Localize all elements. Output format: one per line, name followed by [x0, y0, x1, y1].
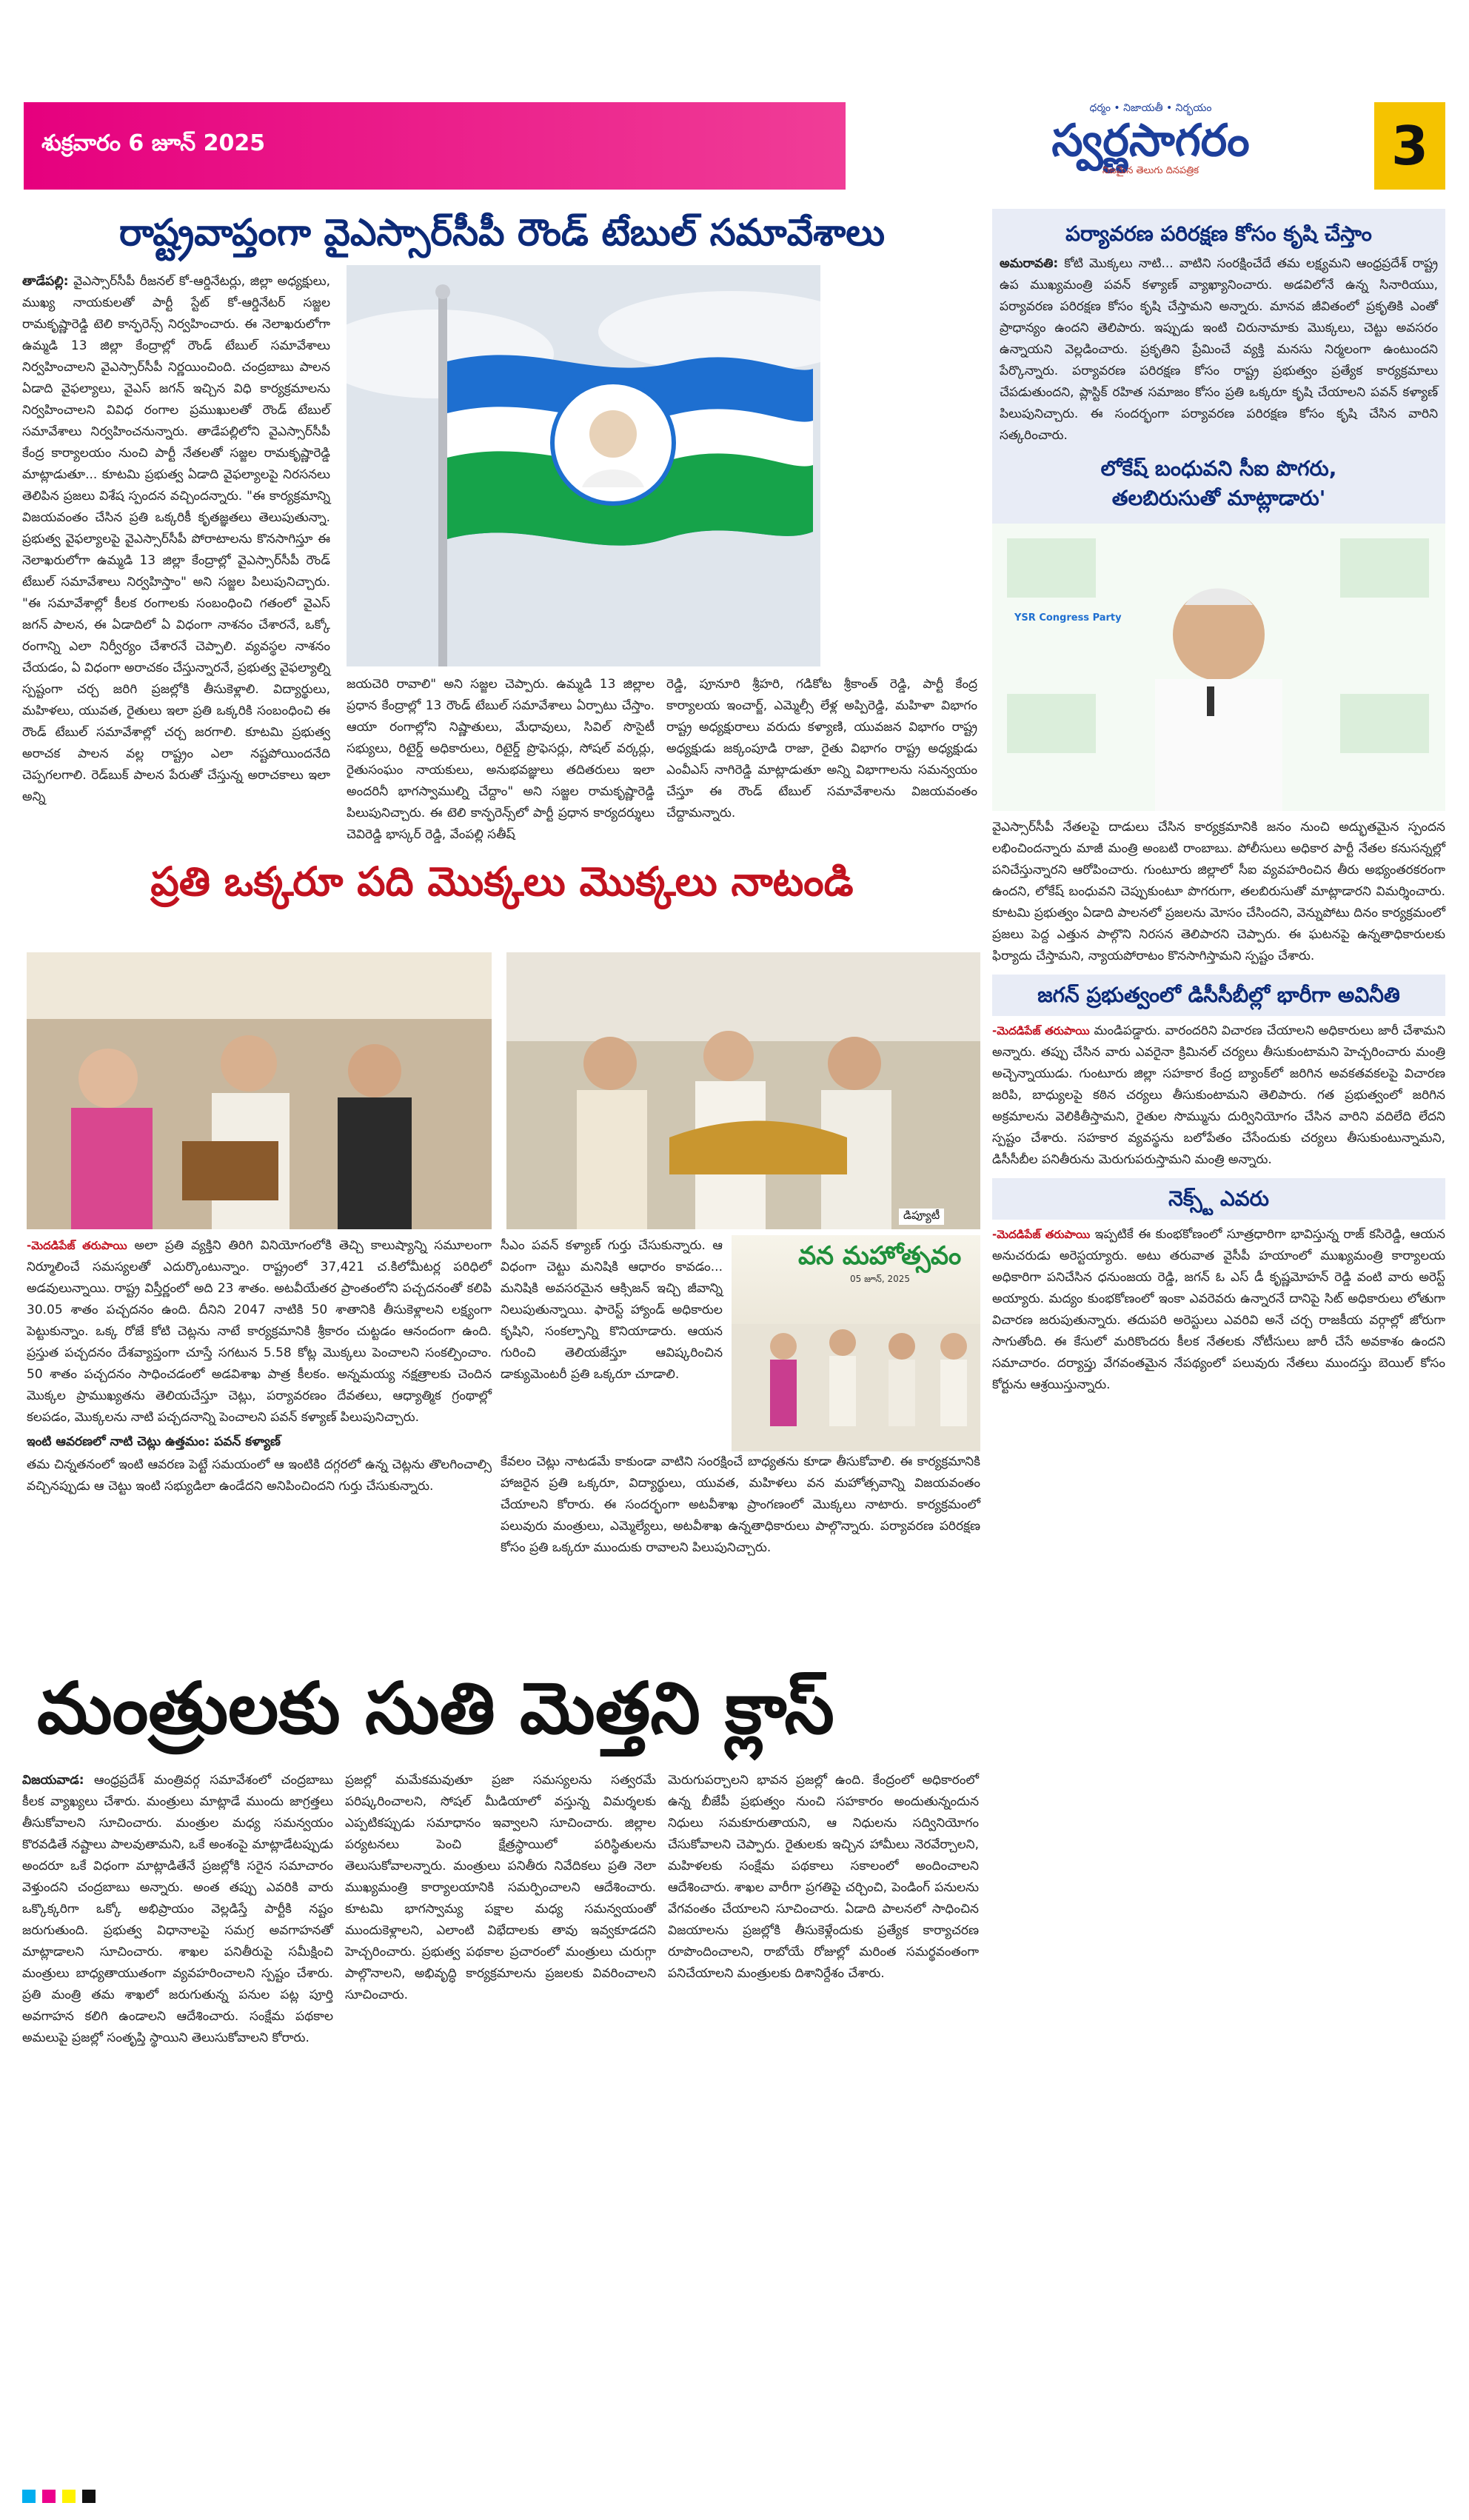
right-story1: [992, 209, 1445, 524]
paper-logo: [966, 102, 1336, 190]
story3-col3: మెరుగుపర్చాలని భావన ప్రజల్లో ఉంది. కేంద్రంలో అధికారంలో ఉన్న బీజేపీ ప్రభుత్వం నుంచి సహకారం అందుతున్నందున నిధులు సమకూరుతాయని, ఆ నిధులను సద్వినియోగం చేసుకోవాలని చెప్పారు. రైతులకు ఇచ్చిన హామీలు నెరవేర్చాలని, మహిళలకు సంక్షేమ పథకాలు సకాలంలో అందించాలని ఆదేశించారు. శాఖల వారీగా ప్రగతిపై చర్చించి, పెండింగ్ పనులను వేగవంతం చేయాలని సూచించారు. ఏడాది పాలనలో సాధించిన విజయాలను ప్రజల్లోకి తీసుకెళ్లేందుకు ప్రత్యేక కార్యాచరణ రూపొందించాలని, రాబోయే రోజుల్లో మరింత సమర్థవంతంగా పనిచేయాలని మంత్రులకు దిశానిర్దేశం చేశారు.: [668, 1773, 979, 1981]
right-story4-head: [992, 1178, 1445, 1220]
right-byline4: -మెదడిపేజ్ తరుపాయి: [992, 1228, 1091, 1241]
vana-photo-illustration: [732, 1235, 980, 1451]
right-byline3: -మెదడిపేజ్ తరుపాయి: [992, 1024, 1090, 1037]
story2-subhead: ఇంటి ఆవరణలో నాటి చెట్లు ఉత్తమం: పవన్ కళ్యాణ్: [27, 1434, 281, 1449]
photo-caption: డిప్యూటీ: [899, 1209, 944, 1225]
story2-col2: సీఎం పవన్ కళ్యాణ్ గుర్తు చేసుకున్నారు. ఆ విధంగా చెట్టు మనిషికి ఆధారం కావడం... మనిషికి అవసరమైన ఆక్సిజన్ ఇచ్చి జీవాన్ని నిలుపుతున్నాయి. ఫారెస్ట్ హ్యాండ్ అధికారుల కృషిని, సంకల్పాన్ని కొనియాడారు. ఆయన గురించి తెలియజేస్తూ ఆవిష్కరించిన డాక్యుమెంటరీ ప్రతి ఒక్కరూ చూడాలి.: [501, 1238, 723, 1382]
right-head3: జగన్ ప్రభుత్వంలో డిసీసీబీల్లో భారీగా అవినీతి: [1037, 983, 1400, 1007]
story2-headline: ప్రతి ఒక్కరూ పది మొక్కలు మొక్కలు నాటండి: [150, 858, 854, 905]
story1-col1: [22, 271, 330, 808]
right-dateline1: అమరావతి:: [1000, 256, 1059, 271]
right-story3-head: [992, 975, 1445, 1016]
story3-dateline: విజయవాడ:: [22, 1773, 84, 1788]
flag-illustration: [347, 265, 820, 666]
event-photo-right: [506, 952, 980, 1229]
banner-title: వన మహోత్సవం: [798, 1241, 962, 1271]
right-story3: [992, 1020, 1445, 1171]
right-text4: ఇప్పటికే ఈ కుంభకోణంలో సూత్రధారిగా భావిస్తున్న రాజ్ కసిరెడ్డి, ఆయన అనుచరుడు అరెస్టయ్యారు. అటు తరువాత వైసీపీ హయాంలో ముఖ్యమంత్రి కార్యాలయ అధికారిగా పనిచేసిన ధనుంజయ రెడ్డి, జగన్ ఓ ఎస్ డీ కృష్ణమోహన్ రెడ్డి వంటి వారు అరెస్ట్ అయ్యారు. మద్యం కుంభకోణంలో ఇంకా ఎవరెవరు ఉన్నారనే దానిపై సిట్ అధికారులు లోతుగా విచారణ జరుపుతున్నారు. తదుపరి అరెస్టులు ఎవరివి అనే చర్చ రాజకీయ వర్గాల్లో జోరుగా సాగుతోంది. ఈ కేసులో మరికొందరు కీలక నేతలకు నోటీసులు జారీ చేసే అవకాశం ఉందని సమాచారం. దర్యాప్తు వేగవంతమైన నేపథ్యంలో పలువురు నేతలు ముందస్తు బెయిల్ కోసం కోర్టును ఆశ్రయిస్తున్నారు.: [992, 1227, 1445, 1392]
right-head1: పర్యావరణ పరిరక్షణ కోసం కృషి చేస్తాం: [1065, 221, 1372, 246]
story2-col1: [27, 1235, 492, 1499]
paper-name: స్వర్ణసాగరం: [1051, 115, 1250, 167]
press-meet-illustration: [992, 524, 1445, 811]
vana-mahotsavam-photo: [732, 1235, 980, 1451]
story3-col1-text: ఆంధ్రప్రదేశ్ మంత్రివర్గ సమావేశంలో చంద్రబాబు కీలక వ్యాఖ్యలు చేశారు. మంత్రులు మాట్లాడే ముందు జాగ్రత్తలు తీసుకోవాలని సూచించారు. మంత్రుల మధ్య సమన్వయం కొరవడితే నష్టాలు పాలవుతామని, ఒకే అంశంపై మాట్లాడేటప్పుడు అందరూ ఒకే విధంగా మాట్లాడితేనే ప్రజల్లోకి సరైన సమాచారం వెళ్తుందని చంద్రబాబు అన్నారు. అంత తప్పు ఎవరికి వారు ఒక్కొక్కరిగా ఒక్కో అభిప్రాయం వెల్లడిస్తే పార్టీకి నష్టం జరుగుతుంది. ప్రభుత్వ విధానాలపై సమగ్ర అవగాహనతో మాట్లాడాలని సూచించారు. శాఖల పనితీరుపై సమీక్షించి మంత్రులు బాధ్యతాయుతంగా వ్యవహరించాలని స్పష్టం చేశారు. ప్రతి మంత్రి తమ శాఖలో జరుగుతున్న పనుల పట్ల పూర్తి అవగాహన కలిగి ఉండాలని ఆదేశించారు. సంక్షేమ పథకాల అమలుపై ప్రజల్లో సంతృప్తి స్థాయిని తెలుసుకోవాలని కోరారు.: [22, 1773, 334, 2045]
story1-col1-text: వైఎస్సార్‌సీపీ రీజనల్ కో-ఆర్డినేటర్లు, జిల్లా అధ్యక్షులు, ముఖ్య నాయకులతో పార్టీ స్టేట్ కో-ఆర్డినేటర్ సజ్జల రామకృష్ణారెడ్డి టెలి కాన్ఫరెన్స్ నిర్వహించారు. ఈ నెలాఖరులోగా ఉమ్మడి 13 జిల్లా కేంద్రాల్లో రౌండ్ టేబుల్ సమావేశాలు నిర్వహించాలని వైఎస్సార్‌సీపీ నిర్ణయించింది. చంద్రబాబు పాలన ఏడాది వైఫల్యాలు, వైఎస్ జగన్ ఇచ్చిన విధి కార్యక్రమాలను నిర్వహించాలని వివిధ రంగాల ప్రముఖులతో రౌండ్ టేబుల్ సమావేశాలు నిర్వహించనున్నారు. తాడేపల్లిలోని వైఎస్సార్‌సీపీ కేంద్ర కార్యాలయం నుంచి పార్టీ నేతలతో సజ్జల రామకృష్ణారెడ్డి మాట్లాడుతూ... కూటమి ప్రభుత్వ ఏడాది వైఫల్యాలపై నిరసనలు తెలిపిన ప్రజలు విశేష స్పందన వచ్చిందన్నారు. "ఈ కార్యక్రమాన్ని విజయవంతం చేసిన ప్రతి ఒక్కరికీ కృతజ్ఞతలు తెలుపుతున్నా. ప్రభుత్వ వైఫల్యాలపై వైఎస్సార్‌సీపీ పోరాటాలను కొనసాగిస్తూ ఈ నెలాఖరులోగా ఉమ్మడి 13 జిల్లా కేంద్రాల్లో వైఎస్సార్‌సీపీ రౌండ్ టేబుల్ సమావేశాలు నిర్వహిస్తాం" అని సజ్జల పిలుపునిచ్చారు. "ఈ సమావేశాల్లో కీలక రంగాలకు సంబంధించి గతంలో వైఎస్ జగన్ పాలన, ఈ ఏడాదిలో ఏ విధంగా నాశనం చేశారనే, ఒక్కో రంగాన్ని ఎలా నిర్వీర్యం చేశారనే చెప్పాలి. వ్యవస్థల నాశనం చేయడం, ఏ విధంగా అరాచకం చేస్తున్నారనే, ప్రభుత్వ వైఫల్యాల్ని స్పష్టంగా చర్చ జరిగి ప్రజల్లోకి తీసుకెళ్లాలి. విద్యార్థులు, మహిళలు, యువత, రైతులు ఇలా ప్రతి ఒక్కరికి సంబంధించి ఈ రౌండ్ టేబుల్ సమావేశాల్లో చర్చ జరగాలి. కూటమి ప్రభుత్వ అరాచక పాలన వల్ల రాష్ట్రం ఎలా నష్టపోయిందనేది చెప్పగలగాలి. రెడ్‌బుక్ పాలన పేరుతో చేస్తున్న అరాచకాలు ఇలా అన్ని: [22, 274, 330, 804]
banner-date: 05 జూన్, 2025: [850, 1274, 911, 1284]
issue-date: శుక్రవారం 6 జూన్ 2025: [41, 130, 266, 156]
right-text2: వైఎస్సార్‌సీపీ నేతలపై దాడులు చేసిన కార్యక్రమానికి జనం నుంచి అద్భుతమైన స్పందన లభించిందన్నారు మాజీ మంత్రి అంబటి రాంబాబు. పోలీసులు అధికార పార్టీ నేతల కనుసన్నల్లో పనిచేస్తున్నారని ఆరోపించారు. గుంటూరు జిల్లాలో సీఐ వ్యవహరించిన తీరు అభ్యంతరకరంగా ఉందని, లోకేష్ బంధువని చెప్పుకుంటూ పొగరుగా, తలబిరుసుతో మాట్లాడారని విమర్శించారు. కూటమి ప్రభుత్వం ఏడాది పాలనలో ప్రజలను మోసం చేసిందని, వెన్నుపోటు దినం కార్యక్రమంలో ప్రజలు పెద్ద ఎత్తున పాల్గొని నిరసన తెలిపారని చెప్పారు. ఈ ఘటనపై ఉన్నతాధికారులకు ఫిర్యాదు చేస్తామని, న్యాయపోరాటం కొనసాగిస్తామని స్పష్టం చేశారు.: [992, 820, 1445, 963]
story2-col1b-text: తమ చిన్నతనంలో ఇంటి ఆవరణ పెట్టే సమయంలో ఆ ఇంటికి దగ్గరలో ఉన్న చెట్లను తొలగించాల్సి వచ్చినప్పుడు ఆ చెట్టు ఇంటి సభ్యుడిలా ఉండేదని అనిపించిందని గుర్తు చేసుకున్నారు.: [27, 1457, 492, 1494]
right-head2a: లోకేష్ బంధువని సీఐ పొగరు,: [1100, 456, 1337, 481]
event-photo-right-illustration: [506, 952, 980, 1229]
swatch-cyan: [22, 2490, 36, 2503]
story2-col1-text: అలా ప్రతి వ్యక్తిని తిరిగి వినియోగంలోకి తెచ్చి కాలుష్యాన్ని సమూలంగా నిర్మూలించే సమస్యలతో ఎదుర్కొంటున్నాం. రాష్ట్రంలో 37,421 చ.కిలోమీటర్ల పరిధిలో అడవులున్నాయి. రాష్ట్ర విస్తీర్ణంలో అది 23 శాతం. అటవీయేతర ప్రాంతంలోని పచ్చదనంతో కలిపి 30.05 శాతం పచ్చదనం ఉంది. దీనిని 2047 నాటికి 50 శాతానికి తీసుకెళ్లాలని లక్ష్యంగా పెట్టుకున్నాం. ఒక్క రోజే కోటి చెట్లను నాటే కార్యక్రమానికి శ్రీకారం చుట్టడం ఆనందంగా ఉంది. ప్రస్తుత పచ్చదనం దేశవ్యాప్తంగా చూస్తే సగటున 5.58 కోట్ల మొక్కలు పెంచాలని సంకల్పించాం. 50 శాతం పచ్చదనం సాధించడంలో అడవిశాఖ పాత్ర కీలకం. అన్నమయ్య నక్షత్రాలకు చెందిన మొక్కల ప్రాముఖ్యతను తెలియచేస్తూ చెట్లు, పర్యావరణం దేవతలు, ఆధ్యాత్మిక గ్రంథాల్లో కలపడం, మొక్కలను నాటి పచ్చదనాన్ని పెంచాలని పవన్ కళ్యాణ్ పిలుపునిచ్చారు.: [27, 1238, 492, 1425]
story3-col2: ప్రజల్లో మమేకమవుతూ ప్రజా సమస్యలను సత్వరమే పరిష్కరించాలని, సోషల్ మీడియాలో వస్తున్న విమర్శలకు ఎప్పటికప్పుడు సమాధానం ఇవ్వాలని సూచించారు. జిల్లాల పర్యటనలు పెంచి క్షేత్రస్థాయిలో పరిస్థితులను తెలుసుకోవాలన్నారు. మంత్రులు పనితీరు నివేదికలు ప్రతి నెలా ముఖ్యమంత్రి కార్యాలయానికి సమర్పించాలని ఆదేశించారు. కూటమి భాగస్వామ్య పక్షాల మధ్య సమన్వయంతో ముందుకెళ్లాలని, ఎలాంటి విభేదాలకు తావు ఇవ్వకూడదని హెచ్చరించారు. ప్రభుత్వ పథకాల ప్రచారంలో మంత్రులు చురుగ్గా పాల్గొనాలని, అభివృద్ధి కార్యక్రమాలను ప్రజలకు వివరించాలని సూచించారు.: [345, 1773, 656, 2002]
right-head4: నెక్స్ట్ ఎవరు: [1168, 1186, 1269, 1211]
press-meet-photo: [992, 524, 1445, 811]
right-text1: కోటి మొక్కలు నాటి... వాటిని సంరక్షించేదే తమ లక్ష్యమని ఆంధ్రప్రదేశ్ రాష్ట్ర ఉప ముఖ్యమంత్రి పవన్ కళ్యాణ్ వ్యాఖ్యానించారు. అడవిలోనే ఉన్న సినారియుు, పర్యావరణ పరిరక్షణ కోసం కృషి చేస్తామని అన్నారు. మానవ జీవితంలో ప్రకృతికి ఎంతో ప్రాధాన్యం ఉందని తెలిపారు. ఇప్పుడు ఇంటి చిరునామాకు మొక్కలు, చెట్టు అవసరం ఉన్నాయని వెల్లడించారు. ప్రకృతిని ప్రేమించే వ్యక్తి మనసు నిర్మలంగా ఉంటుందని పేర్కొన్నారు. పర్యావరణ పరిరక్షణ కోసం రాష్ట్ర ప్రభుత్వం ప్రత్యేక కార్యక్రమాలు చేపడుతుందని, ప్లాస్టిక్ రహిత సమాజం కోసం ప్రతి ఒక్కరూ కృషి చేయాలని పవన్ కళ్యాణ్ పిలుపునిచ్చారు. ఈ సందర్భంగా పర్యావరణ పరిరక్షణ కోసం కృషి చేసిన వారిని సత్కరించారు.: [1000, 256, 1438, 443]
right-text1-wrap: [1000, 253, 1438, 447]
story1-col3: రెడ్డి, పూనూరి శ్రీహరి, గడికోట శ్రీకాంత్ రెడ్డి, పార్టీ కేంద్ర కార్యాలయ ఇంచార్జ్, ఎమ్మెల్సీ లేళ్ల అప్పిరెడ్డి, మహిళా విభాగం రాష్ట్ర అధ్యక్షురాలు వరుదు కళ్యాణి, యువజన విభాగం రాష్ట్ర అధ్యక్షుడు జక్కంపూడి రాజా, రైతు విభాగం రాష్ట్ర అధ్యక్షుడు ఎంవీఎస్ నాగిరెడ్డి మాట్లాడుతూ అన్ని విభాగాలను సమన్వయం చేస్తూ ఈ రౌండ్ టేబుల్ సమావేశాలను విజయవంతం చేద్దామన్నారు.: [666, 677, 977, 820]
date-bar: [24, 102, 846, 190]
right-head2b: తలబిరుసుతో మాట్లాడారు': [1111, 486, 1326, 510]
party-backdrop-label: YSR Congress Party: [1014, 612, 1122, 624]
swatch-magenta: [42, 2490, 56, 2503]
story2-col2b: కేవలం చెట్లు నాటడమే కాకుండా వాటిని సంరక్షించే బాధ్యతను కూడా తీసుకోవాలి. ఈ కార్యక్రమానికి హాజరైన ప్రతి ఒక్కరూ, విద్యార్థులు, యువత, మహిళలు వన మహోత్సవాన్ని విజయవంతం చేయాలని కోరారు. ఈ సందర్భంగా అటవీశాఖ ప్రాంగణంలో మొక్కలు నాటారు. కార్యక్రమంలో పలువురు మంత్రులు, ఎమ్మెల్యేలు, అటవీశాఖ ఉన్నతాధికారులు పాల్గొన్నారు. పర్యావరణ పరిరక్షణ కోసం ప్రతి ఒక్కరూ ముందుకు రావాలని పిలుపునిచ్చారు.: [501, 1454, 980, 1555]
right-column: [992, 209, 1445, 1396]
print-color-strip: [22, 2490, 1447, 2503]
paper-tagline: ధర్మం • నిజాయతీ • నిర్భయం: [1089, 102, 1212, 114]
page-number: 3: [1374, 102, 1445, 190]
paper-sub: నిజమైన తెలుగు దినపత్రిక: [1102, 165, 1199, 176]
swatch-yellow: [62, 2490, 76, 2503]
story1-dateline: తాడేపల్లి:: [22, 274, 69, 289]
story2-byline: -మెదడిపేజ్ తరుపాయి: [27, 1239, 127, 1252]
story1-col2: జయచెరి రావాలి" అని సజ్జల చెప్పారు. ఉమ్మడి 13 జిల్లాల ప్రధాన కేంద్రాల్లో 13 రౌండ్ టేబుల్ సమావేశాలు ఏర్పాటు చేస్తాం. ఆయా రంగాల్లోని నిష్ణాతులు, మేధావులు, సివిల్ సొసైటీ సభ్యులు, రిటైర్డ్ అధికారులు, రిటైర్డ్ ప్రొఫెసర్లు, సోషల్ వర్కర్లు, రైతుసంఘం నాయకులు, అనుభవజ్ఞులు తదితరులు ఇలా అందరినీ భాగస్వాముల్ని చేద్దాం" అని సజ్జల రామకృష్ణారెడ్డి పిలుపునిచ్చారు. ఈ టెలి కాన్ఫరెన్స్‌లో పార్టీ ప్రధాన కార్యదర్శులు చెవిరెడ్డి భాస్కర్ రెడ్డి, వేంపల్లి సతీష్: [347, 677, 655, 842]
event-photo-left-illustration: [27, 952, 492, 1229]
swatch-black: [82, 2490, 96, 2503]
right-story4: [992, 1224, 1445, 1396]
story3-headline: మంత్రులకు సుతి మెత్తని క్లాస్: [37, 1667, 834, 1750]
story1-headline: రాష్ట్రవాప్తంగా వైఎస్సార్‌సీపీ రౌండ్ టేబుల్ సమావేశాలు: [118, 211, 886, 254]
flag-photo: [347, 265, 820, 666]
masthead: [24, 102, 1445, 190]
right-text3: మండిపడ్డారు. వారందరిని విచారణ చేయాలని అధికారులు జారీ చేశామని అన్నారు. తప్పు చేసిన వారు ఎవరైనా క్రిమినల్ చర్యలు తీసుకుంటామని హెచ్చరించారు మంత్రి అచ్చెన్నాయుడు. గుంటూరు జిల్లా సహకార కేంద్ర బ్యాంక్‌లో జరిగిన అవకతవకలపై విచారణ జరిపి, బాధ్యులపై కఠిన చర్యలు తీసుకుంటామని తెలిపారు. గత ప్రభుత్వంలో జరిగిన అక్రమాలను వెలికితీస్తామని, రైతుల సొమ్మును దుర్వినియోగం చేసిన వారిని వదిలేది లేదని స్పష్టం చేశారు. సహకార వ్యవస్థను బలోపేతం చేసేందుకు చర్యలు తీసుకుంటున్నామని, డిసీసీబీల పనితీరును మెరుగుపరుస్తామని మంత్రి అన్నారు.: [992, 1023, 1446, 1167]
story3-col1: [22, 1770, 333, 2049]
event-photo-left: [27, 952, 492, 1229]
